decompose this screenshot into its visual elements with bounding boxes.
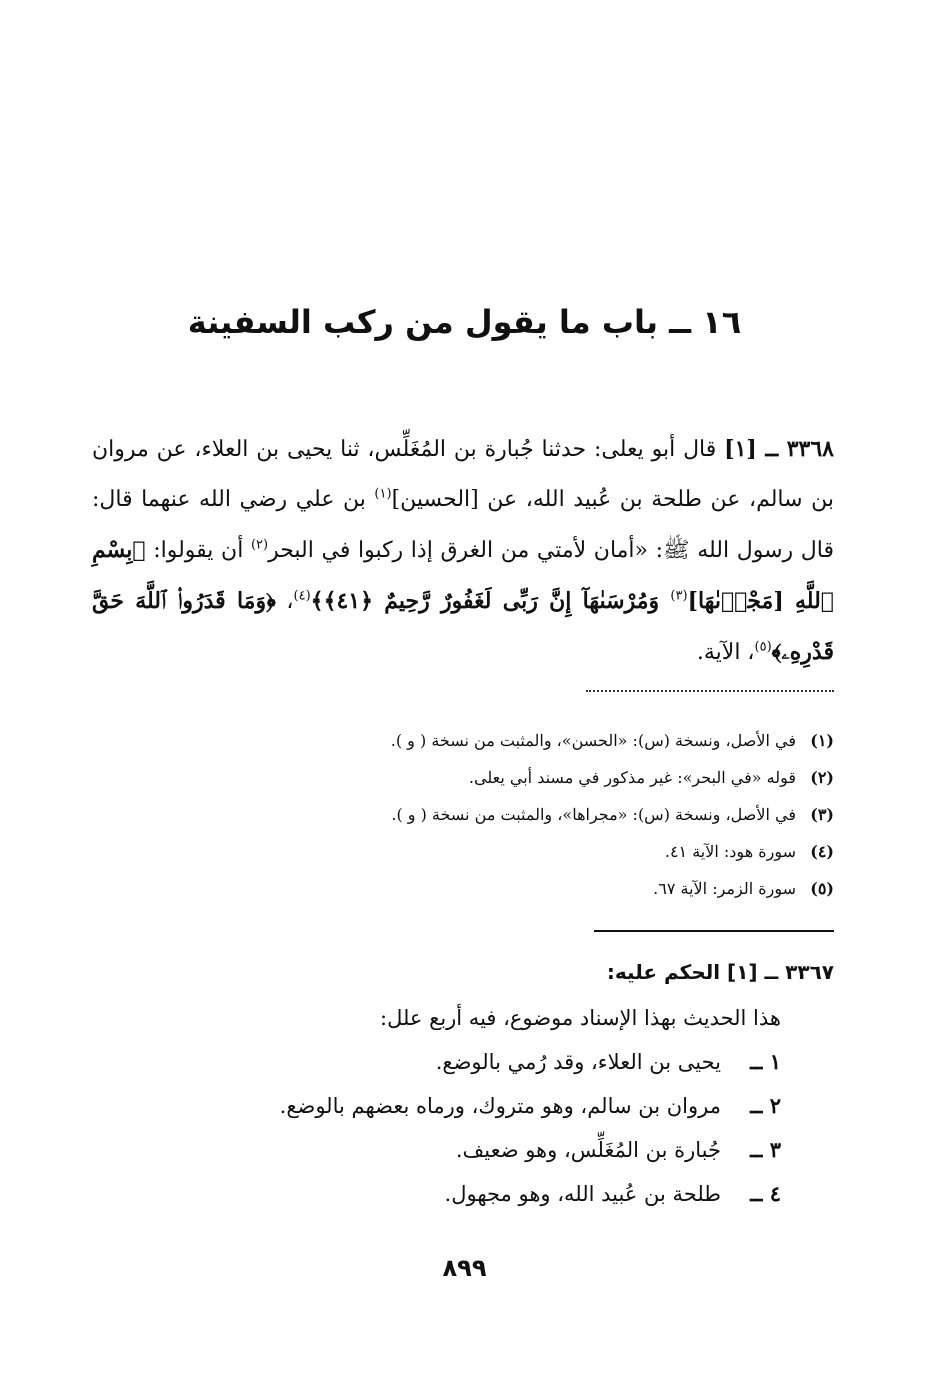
page-number: ٨٩٩ xyxy=(442,1254,487,1282)
footnote-item xyxy=(92,722,834,759)
footnote-number: (٣) xyxy=(810,805,834,824)
hadith-text-2: بن علي رضي الله عنهما قال: قال رسول الله ﷺ: «أمان لأمتي من الغرق إذا ركبوا في البحر xyxy=(92,487,834,563)
footnote-text: سورة الزمر: الآية ٦٧. xyxy=(653,879,796,898)
hadith-text-4: ، xyxy=(275,589,294,614)
footnote-number: (٥) xyxy=(810,879,834,898)
defect-text: مروان بن سالم، وهو متروك، ورماه بعضهم بالوضع. xyxy=(279,1094,721,1118)
footnote-ref-4[interactable]: (٤) xyxy=(293,588,311,604)
ruling-intro: هذا الحديث بهذا الإسناد موضوع، فيه أربع علل: xyxy=(380,1006,781,1030)
defect-item xyxy=(91,1128,781,1172)
footnotes-list xyxy=(92,722,834,907)
footnote-separator xyxy=(586,690,834,692)
footnote-text: في الأصل، ونسخة (س): «الحسن»، والمثبت من نسخة ( و ). xyxy=(390,731,796,750)
defect-number: ٢ ــ xyxy=(750,1093,781,1118)
defect-text: جُبارة بن المُغَلِّس، وهو ضعيف. xyxy=(455,1138,721,1162)
quran-verse-1-cont: وَمُرْسَىٰهَآ إِنَّ رَبِّى لَغَفُورٌ رَّحِيمٌ ﴿٤١﴾﴾ xyxy=(310,588,671,614)
hadith-text-5: ، الآية. xyxy=(696,640,755,665)
footnote-text: في الأصل، ونسخة (س): «مجراها»، والمثبت من نسخة ( و ). xyxy=(391,805,796,824)
footnote-number: (٢) xyxy=(810,768,834,787)
defect-text: يحيى بن العلاء، وقد رُمي بالوضع. xyxy=(435,1050,721,1074)
footnote-text: سورة هود: الآية ٤١. xyxy=(664,842,796,861)
footnote-ref-3[interactable]: (٣) xyxy=(670,588,688,604)
footnote-ref-1[interactable]: (١) xyxy=(374,486,392,502)
footnote-ref-2[interactable]: (٢) xyxy=(250,537,269,553)
defect-number: ٣ ــ xyxy=(750,1137,781,1162)
defect-number: ٤ ــ xyxy=(750,1181,781,1206)
footnote-item xyxy=(92,759,834,796)
footnote-text: قوله «في البحر»: غير مذكور في مسند أبي يعلى. xyxy=(468,768,796,787)
footnote-ref-5[interactable]: (٥) xyxy=(754,639,772,655)
quran-verse-2: ﴿وَمَا قَدَرُوا۟ ٱللَّهَ حَقَّ قَدْرِهِۦ﴾ xyxy=(92,588,834,665)
chapter-title: ١٦ ــ باب ما يقول من ركب السفينة xyxy=(187,303,742,341)
defect-item xyxy=(91,1040,781,1084)
hadith-text-3: أن يقولوا: xyxy=(145,538,251,563)
footnote-number: (٤) xyxy=(810,842,834,861)
defect-item xyxy=(91,1084,781,1128)
hadith-text-1: قال أبو يعلى: حدثنا جُبارة بن المُغَلِّس، ثنا يحيى بن العلاء، عن مروان بن سالم، عن طلحة بن عُبيد الله، عن [الحسين] xyxy=(92,437,834,512)
defect-number: ١ ــ xyxy=(750,1049,781,1074)
footnote-number: (١) xyxy=(810,731,834,750)
hadith-number: ٣٣٦٨ ــ [١] xyxy=(724,436,834,462)
footnote-item xyxy=(92,796,834,833)
footnote-item xyxy=(92,870,834,907)
defect-item xyxy=(91,1172,781,1216)
quran-verse-1: ﴿بِسْمِ ٱللَّهِ [مَجْرٜىٰهَا] xyxy=(92,537,834,614)
defects-list xyxy=(91,1040,781,1216)
section-rule xyxy=(594,930,834,932)
hadith-paragraph xyxy=(92,424,834,678)
ruling-heading: ٣٣٦٧ ــ [١] الحكم عليه: xyxy=(606,960,834,984)
footnote-item xyxy=(92,833,834,870)
defect-text: طلحة بن عُبيد الله، وهو مجهول. xyxy=(444,1182,721,1206)
